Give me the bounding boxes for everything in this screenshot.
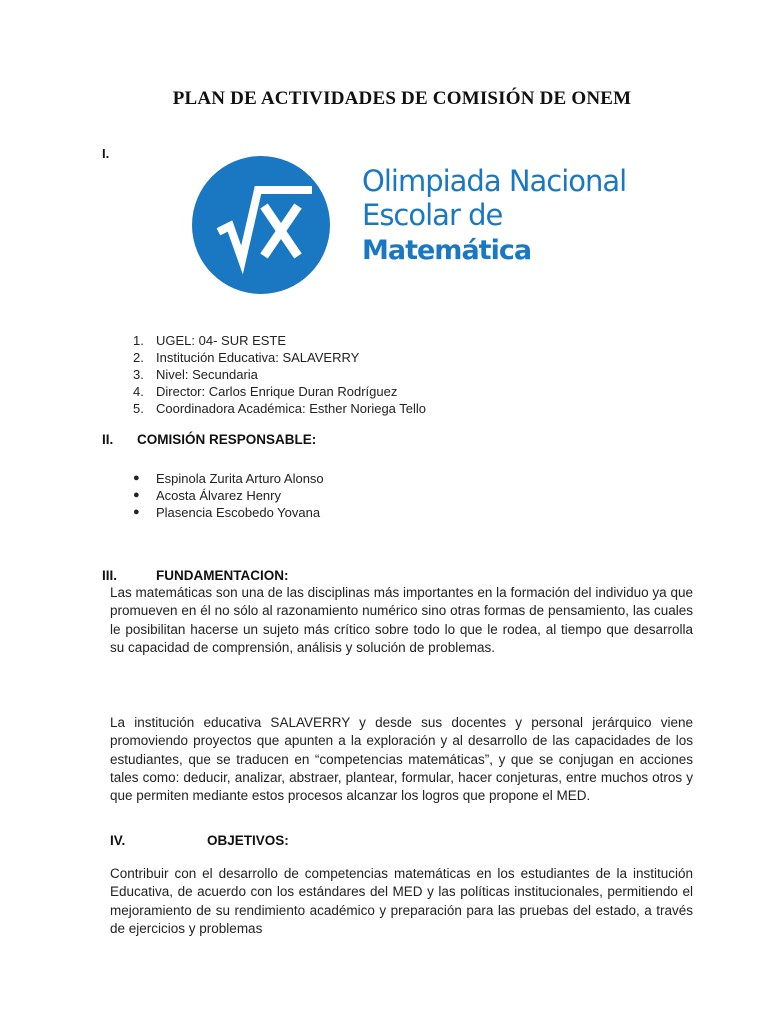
sqrt-x-logo-icon [192,156,330,294]
fundamentacion-paragraph-2: La institución educativa SALAVERRY y desde sus docentes y personal jerárquico viene promoviendo proyectos que apunten a la exploración y al desarrollo de las capacidades de los estudiantes, que se traducen en “competencias matemáticas”, y que se conjugan en acciones tales como: deducir, analizar, abstraer, plantear, formular, hacer conjeturas, entre muchos otros y que permiten mediante estos procesos alcanzar los logros que propone el MED. [110,715,693,804]
objetivos-paragraph-1: Contribuir con el desarrollo de competencias matemáticas en los estudiantes de la institución Educativa, de acuerdo con los estándares del MED y las políticas institucionales, permitiendo el mejoramiento de su rendimiento académico y preparación para las pruebas del estado, a través de ejercicios y problemas [110,866,693,936]
list-item: ● Espinola Zurita Arturo Alonso [133,471,324,486]
list-item: 2. Institución Educativa: SALAVERRY [133,350,360,365]
commission-members-list [133,470,324,521]
section-1-numeral: I. [102,146,110,161]
list-item: ● Acosta Álvarez Henry [133,488,281,503]
bullet-icon: ● [133,506,140,518]
bullet-icon: ● [133,472,140,484]
logo-line-2: Escolar de [362,198,503,232]
list-item: 1. UGEL: 04- SUR ESTE [133,333,287,348]
list-item: 4. Director: Carlos Enrique Duran Rodríguez [133,384,398,399]
logo-line-1: Olimpiada Nacional [362,164,627,198]
list-item: 5. Coordinadora Académica: Esther Noriega Tello [133,401,427,416]
logo-line-3: Matemática [362,235,532,266]
document-title: PLAN DE ACTIVIDADES DE COMISIÓN DE ONEM [172,88,632,109]
institution-info-list [133,332,427,417]
document-page: PLAN DE ACTIVIDADES DE COMISIÓN DE ONEM I. Olimpiada Nacional Escolar de Matemática 1. UGEL: 04- SUR ESTE 2. Institución Educativa: SALAVERRY 3. Nivel: Secundaria 4. Director: Carlos Enrique Duran Rodríguez 5. Coordinadora Académica: Esther Noriega Tello II. COMISIÓN RESPONSABLE: ● Espinola Zurita Arturo Alonso ● Acosta Álvarez Henry ● Plasencia Escobedo Yovana III. FUNDAMENTACION: Las matemáticas son una de las disciplinas más importantes en la formación del individuo ya que promueven en él no sólo al razonamiento numérico sino otras formas de pensamiento, las cuales le posibilitan hacerse un sujeto más crítico sobre todo lo que le rodea, al tiempo que desarrolla su capacidad de comprensión, análisis y solución de problemas. La institución educativa SALAVERRY y desde sus docentes y personal jerárquico viene promoviendo proyectos que apunten a la exploración y al desarrollo de las capacidades de los estudiantes, que se traducen en “competencias matemáticas”, y que se conjugan en acciones tales como: deducir, analizar, abstraer, plantear, formular, hacer conjeturas, entre muchos otros y que permiten mediante estos procesos alcanzar los logros que propone el MED. IV. OBJETIVOS: Contribuir con el desarrollo de competencias matemáticas en los estudiantes de la institución Educativa, de acuerdo con los estándares del MED y las políticas institucionales, permitiendo el mejoramiento de su rendimiento académico y preparación para las pruebas del estado, a través de ejercicios y problemas [0,0,768,1024]
list-item: ● Plasencia Escobedo Yovana [133,505,321,520]
list-item: 3. Nivel: Secundaria [133,367,258,382]
bullet-icon: ● [133,489,140,501]
fundamentacion-paragraph-1: Las matemáticas son una de las disciplinas más importantes en la formación del individuo ya que promueven en él no sólo al razonamiento numérico sino otras formas de pensamiento, las cuales le posibilitan hacerse un sujeto más crítico sobre todo lo que le rodea, al tiempo que desarrolla su capacidad de comprensión, análisis y solución de problemas. [110,585,693,655]
onem-logo [192,156,662,294]
logo-wordmark [362,164,626,270]
